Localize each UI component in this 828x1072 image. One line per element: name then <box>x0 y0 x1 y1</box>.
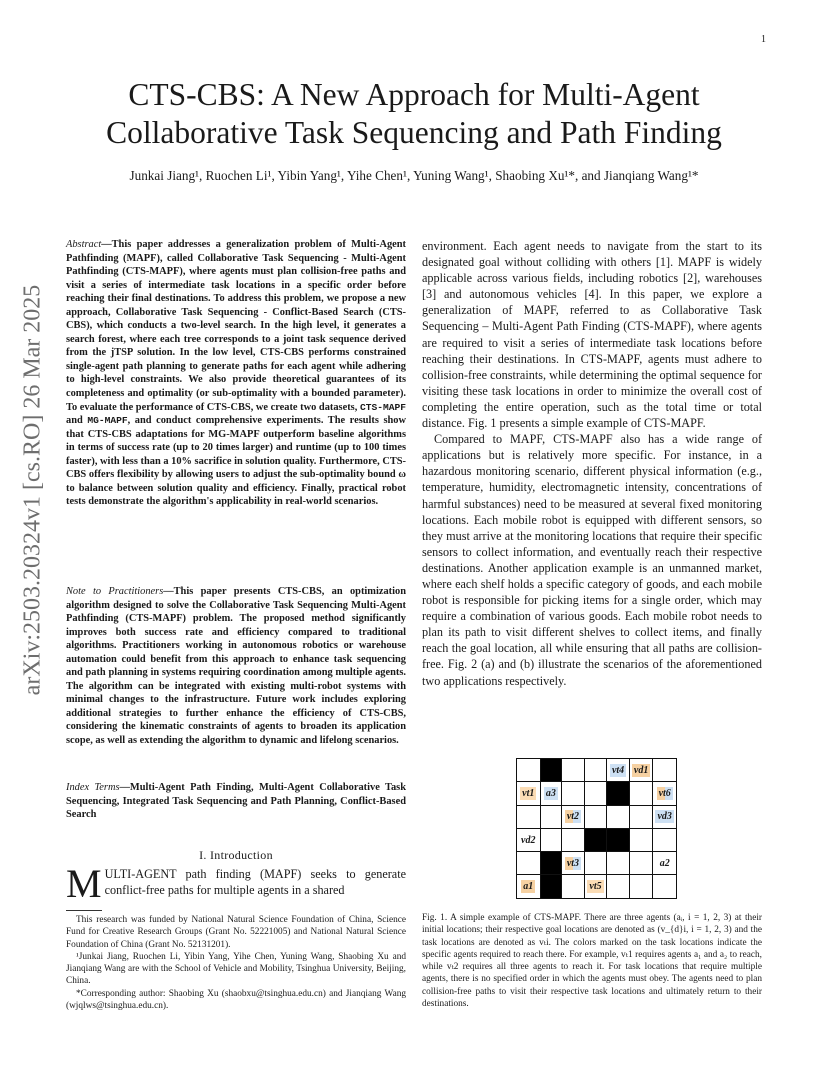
cell-label: vt2 <box>566 811 580 823</box>
applications-paragraph: Compared to MAPF, CTS-MAPF also has a wide range of applications but is relatively more specific. For instance, in a hazardous monitoring scenario, different physical information (e.g., temperature, humidity, electromagnetic intensity, concentrations of harmful substances) need to be measured at several fixed monitoring locations. Each mobile robot is equipped with different sensors, so they must arrive at the monitoring locations that require their specific sensors to collect information, and eventually reach their respective destinations. Another application example is an unmanned market, where each shelf holds a specific category of goods, and each mobile robot is responsible for picking items for a single order, which may require a combination of various goods. Each mobile robot needs to plan its path to visit different shelves to collect items, and finally reach the goal location, all while ensuring that all paths are collision-free. Fig. 2 (a) and (b) illustrate the scenarios of the aforementioned two applications respectively. <box>422 432 762 688</box>
abstract-and: and <box>66 415 88 427</box>
abstract-text-2: , and conduct comprehensive experiments. The results show that CTS-CBS adaptations for MG-MAPF outperform baseline algorithms in terms of success rate (up to 20 times larger) and runtime (up to 100 times faster), with less than a 10% sacrifice in solution quality. Furthermore, CTS-CBS offers flexibility by allowing users to adjust the sub-optimality bound ω to balance between solution quality and efficiency. Finally, practical robot tests demonstrate the algorithm's applicability in real-world scenarios. <box>66 415 406 508</box>
arxiv-identifier: arXiv:2503.20324v1 [cs.RO] 26 Mar 2025 <box>19 284 46 696</box>
arxiv-sidebar <box>18 280 48 700</box>
intro-first-word: ULTI-AGENT <box>104 867 177 881</box>
cell-label: vt4 <box>611 764 625 776</box>
abstract-lead: Abstract <box>66 239 102 250</box>
dataset-name-1: CTS-MAPF <box>359 401 406 413</box>
index-terms <box>66 781 406 822</box>
index-terms-text: —Multi-Agent Path Finding, Multi-Agent Collaborative Task Sequencing, Integrated Task Sequencing and Path Planning, Conflict-Based Search <box>66 782 407 821</box>
abstract <box>66 238 406 509</box>
cell-label: vd2 <box>521 834 536 846</box>
cell-label: vd3 <box>657 811 672 823</box>
intro-continuation: environment. Each agent needs to navigate from the start to its designated goal without colliding with others [1]. MAPF is widely applicable across various fields, including robotics [2], warehouses [3] and autonomous vehicles [4]. In this paper, we explore a generalization of MAPF, referred to as Collaborative Task Sequencing – Multi-Agent Path Finding (CTS-MAPF), where agents are required to visit a series of intermediate task locations before reaching their destinations. In CTS-MAPF, agents must adhere to collision-free constraints, while determining the optimal sequence for visiting these task locations in order to minimize the overall cost of completing the entire operation, such as the total time or total distance. Fig. 1 presents a simple example of CTS-MAPF. <box>422 239 762 431</box>
right-column <box>422 238 762 689</box>
footnote-affiliation: ¹Junkai Jiang, Ruochen Li, Yibin Yang, Yihe Chen, Yuning Wang, Shaobing Xu and Jianqiang Wang are with the School of Vehicle and Mobility, Tsinghua University, Beijing, China. <box>66 951 406 987</box>
note-to-practitioners <box>66 585 406 748</box>
intro-text: path finding (MAPF) seeks to generate conflict-free paths for multiple agents in a shared <box>104 867 406 898</box>
figure-1-grid <box>516 758 677 898</box>
cell-label: vt1 <box>522 787 535 799</box>
paper-title: CTS-CBS: A New Approach for Multi-Agent Collaborative Task Sequencing and Path Finding <box>106 77 722 150</box>
cell-label: a3 <box>545 787 556 799</box>
figure-1-caption: Fig. 1. A simple example of CTS-MAPF. There are three agents (aᵢ, i = 1, 2, 3) at their initial locations; their respective goal locations are denoted as (v_{d}i, i = 1, 2, 3) and the task locations are denoted as vₜi. The colors marked on the task locations indicate the specific agents required to reach there. For example, vₜ1 requires agents a₁ and a₂ to reach, while vₜ2 requires all three agents to reach it. For task locations that require multiple agents, there is no specified order in which the agents must obey. The agents need to plan collision-free paths to visit their respective task locations and ultimately return to their destinations. <box>422 913 762 1010</box>
cell-label: vt5 <box>589 881 602 893</box>
footnote-rule <box>66 910 102 911</box>
dataset-name-2: MG-MAPF <box>87 415 128 427</box>
practitioners-lead: Note to Practitioners <box>66 586 164 597</box>
cell-label: a1 <box>523 881 534 893</box>
cell-label: vt6 <box>658 787 671 799</box>
footnote-funding: This research was funded by National Natural Science Foundation of China, Science Fund for Creative Research Groups (Grant No. 52221005) and National Natural Science Foundation of China (Grant No. 52131201). <box>66 915 406 950</box>
footnote-corresponding: *Corresponding author: Shaobing Xu (shaobxu@tsinghua.edu.cn) and Jianqiang Wang (wjqlws@tsinghua.edu.cn). <box>66 988 406 1012</box>
cell-label: vt3 <box>566 857 580 869</box>
practitioners-text: —This paper presents CTS-CBS, an optimization algorithm designed to solve the Collaborative Task Sequencing Multi-Agent Pathfinding (CTS-MAPF) problem. The proposed method significantly improves both success rate and efficiency compared to traditional algorithms. Practitioners working in autonomous robotics or warehouse automation could benefit from this approach to enhance task sequencing and path planning in systems requiring coordination among multiple agents. The algorithm can be integrated with existing multi-robot systems with minimal changes to the infrastructure. Future work includes exploring additional strategies to further enhance the efficiency of CTS-CBS, considering the kinematic constraints of agents to broaden its application scope, as well as extending the algorithm to dynamic and lifelong scenarios. <box>66 586 406 747</box>
cell-label: a2 <box>659 857 670 869</box>
page-number: 1 <box>761 34 766 45</box>
footnotes <box>66 914 406 1012</box>
introduction-paragraph <box>66 861 406 906</box>
drop-cap: M <box>66 861 102 906</box>
cell-label: vd1 <box>633 764 649 776</box>
author-list: Junkai Jiang¹, Ruochen Li¹, Yibin Yang¹, Yihe Chen¹, Yuning Wang¹, Shaobing Xu¹*, and Jianqiang Wang¹* <box>129 168 699 183</box>
index-terms-lead: Index Terms <box>66 782 120 793</box>
section-heading: I. Introduction <box>199 848 273 862</box>
abstract-text-1: —This paper addresses a generalization problem of Multi-Agent Pathfinding (MAPF), called Collaborative Task Sequencing - Multi-Agent Pathfinding (CTS-MAPF), where agents must plan collision-free paths and visit a series of intermediate task locations in a specific order before reaching their final destinations. To address this problem, we propose a new approach, Collaborative Task Sequencing - Conflict-Based Search (CTS-CBS), which conducts a two-level search. In the high level, it generates a search forest, where each tree corresponds to a joint task sequence derived from the jTSP solution. In the low level, CTS-CBS performs constrained single-agent path planning to generate paths for each agent while adhering to high-level constraints. We also provide theoretical guarantees of its completeness and optimality (or sub-optimality with a bounded parameter). To evaluate the performance of CTS-CBS, we create two datasets, <box>66 239 406 413</box>
